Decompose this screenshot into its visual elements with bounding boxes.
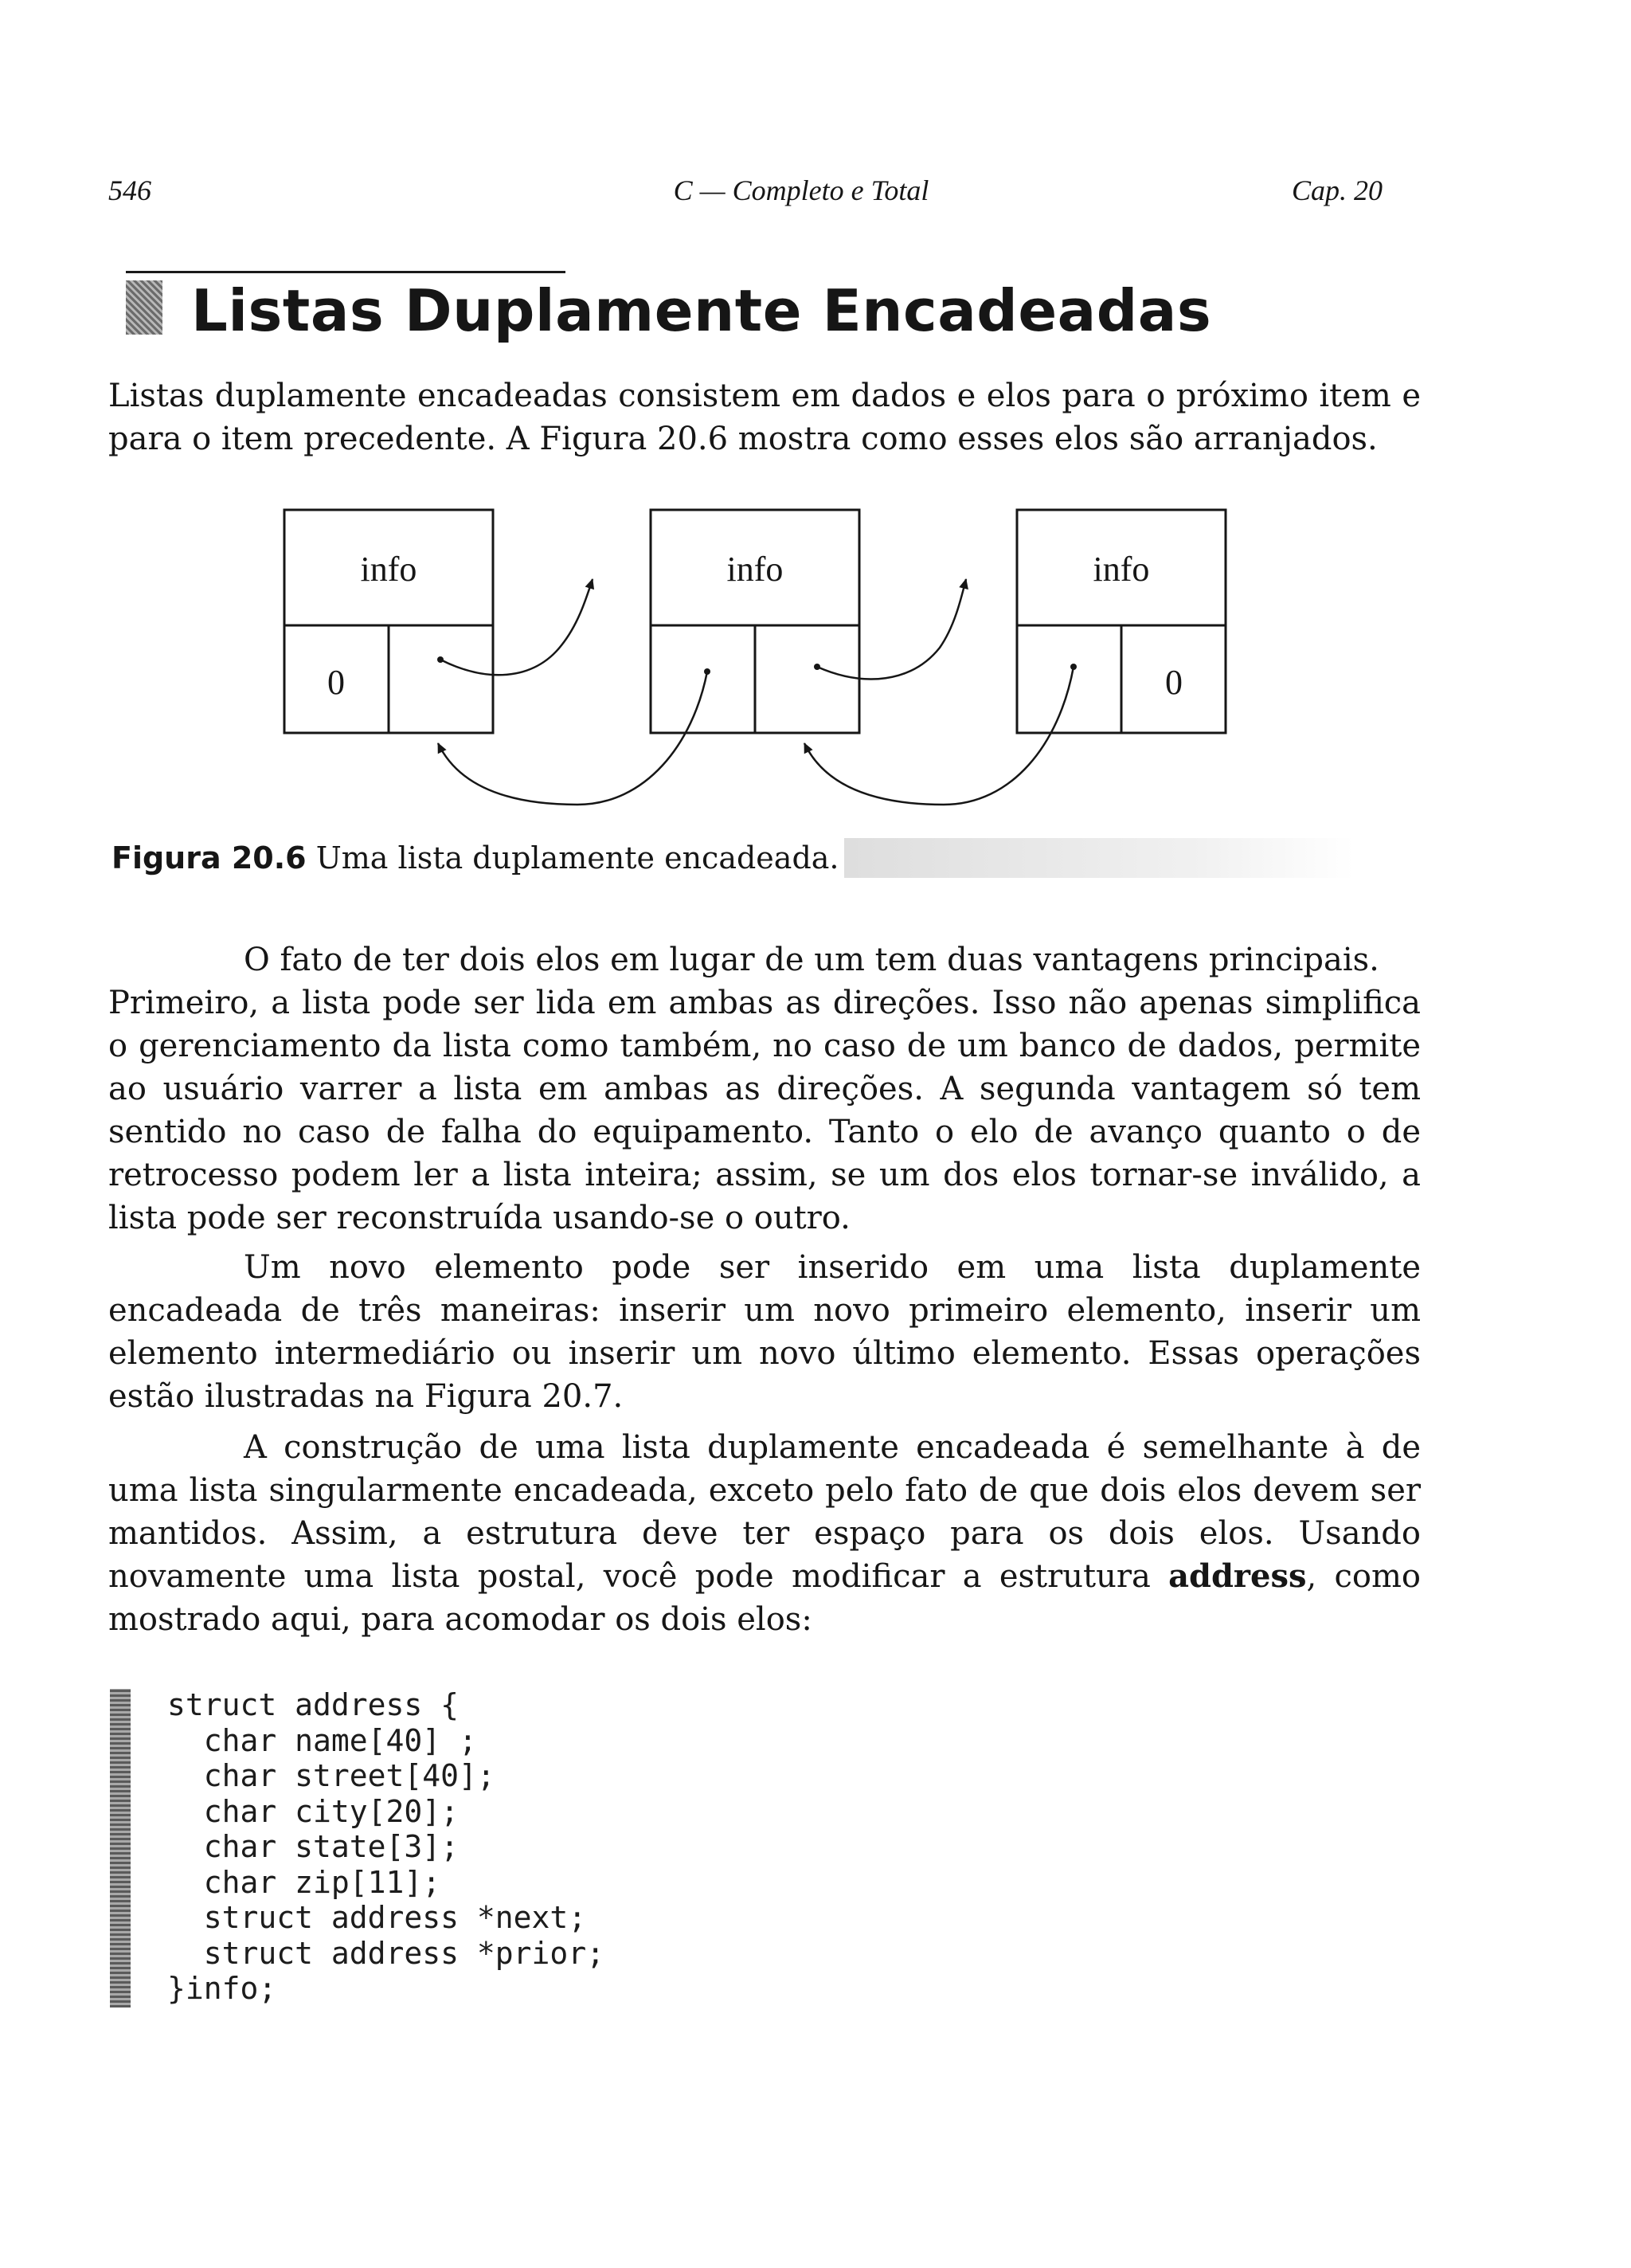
list-node-2 [651, 510, 859, 733]
paragraph-continuation: Primeiro, a lista pode ser lida em ambas as direções. Isso não apenas simplifica o gerenciamento da lista como também, no caso de um banco de dados, permite ao usuário varrer a lista em ambas as direções. A segunda vantagem só tem sentido no caso de falha do equipamento. Tanto o elo de avanço quanto o de retrocesso podem ler a lista inteira; assim, se um dos elos tornar-se inválido, a lista pode ser reconstruída usando-se o outro. [108, 985, 1421, 1236]
chapter-label: Cap. 20 [1291, 174, 1383, 206]
paragraph-text-after: , como mostrado aqui, para acomodar os dois elos: [108, 1558, 1421, 1638]
page-header [108, 174, 1383, 218]
node-3-next-null: 0 [1165, 663, 1183, 702]
body-paragraph-construction [108, 1426, 1421, 1641]
node-1-info: info [360, 550, 417, 589]
paragraph-first-line: O fato de ter dois elos em lugar de um tem duas vantagens principais. [244, 942, 1379, 978]
figure-caption-label: Figura 20.6 [111, 840, 307, 875]
figure-caption-text: Uma lista duplamente encadeada. [315, 840, 839, 875]
forward-link-1-to-2 [440, 579, 593, 675]
section-title: Listas Duplamente Encadeadas [191, 277, 1212, 344]
doubly-linked-list-figure [271, 506, 1258, 825]
section-marker-icon [126, 280, 162, 335]
backward-link-3-to-2 [804, 667, 1074, 805]
body-paragraph-advantages [108, 938, 1421, 1240]
forward-link-2-to-3 [817, 579, 966, 679]
figure-caption [111, 838, 1418, 878]
backward-link-2-to-1 [438, 672, 707, 805]
page-number: 546 [108, 174, 151, 206]
body-paragraph-insertion [108, 1246, 1421, 1418]
list-diagram [271, 506, 1258, 825]
node-2-info: info [726, 550, 784, 589]
paragraph-text-before: A construção de uma lista duplamente encadeada é semelhante à de uma lista singularmente encadeada, exceto pelo fato de que dois elos devem ser mantidos. Assim, a estrutura deve ter espaço para os dois elos. Usando novamente uma lista postal, você pode modificar a estrutura [108, 1429, 1421, 1595]
code-listing: struct address { char name[40] ; char street[40]; char city[20]; char state[3]; char zip[11]; struct address *next; struct address *prior; }info; [167, 1687, 605, 2006]
node-1-prior-null: 0 [327, 663, 345, 702]
node-3-info: info [1093, 550, 1150, 589]
book-title: C — Completo e Total [673, 174, 929, 206]
list-node-3 [1017, 510, 1226, 733]
code-margin-bar [110, 1689, 131, 2008]
intro-paragraph: Listas duplamente encadeadas consistem em dados e elos para o próximo item e para o item precedente. A Figura 20.6 mostra como esses elos são arranjados. [108, 378, 1421, 457]
paragraph-text: Um novo elemento pode ser inserido em uma lista duplamente encadeada de três maneiras: inserir um novo primeiro elemento, inserir um elemento intermediário ou inserir um novo último elemento. Essas operações estão ilustradas na Figura 20.7. [108, 1249, 1421, 1415]
list-node-1 [284, 510, 493, 733]
inline-code-address: address [1168, 1557, 1307, 1595]
